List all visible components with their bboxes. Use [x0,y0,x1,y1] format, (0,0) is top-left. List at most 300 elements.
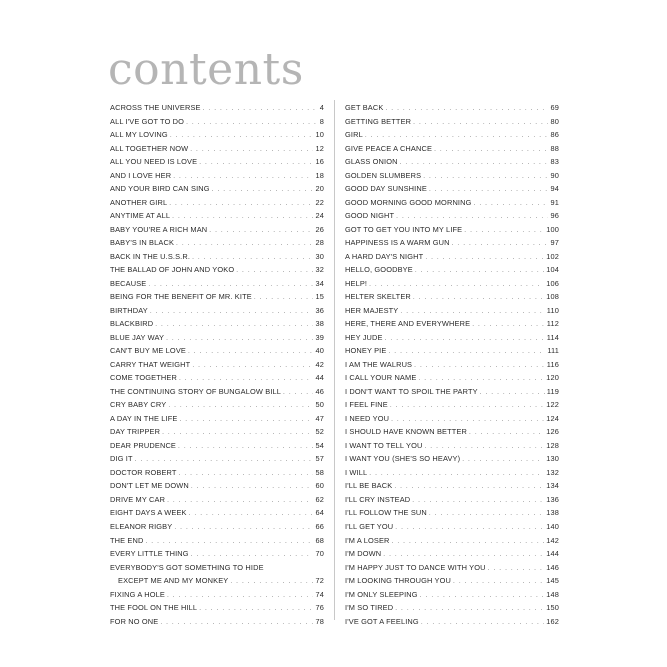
dot-leader [191,548,314,562]
entry-page-number: 110 [546,305,559,315]
contents-entry [110,290,324,304]
contents-entry [345,452,559,466]
contents-entry [110,304,324,318]
entry-title: ANOTHER GIRL [110,197,168,207]
entry-page-number: 42 [315,359,324,369]
entry-title: I WANT TO TELL YOU [345,440,423,450]
contents-entry [345,385,559,399]
entry-title: BIRTHDAY [110,305,148,315]
entry-title: I DON'T WANT TO SPOIL THE PARTY [345,386,478,396]
contents-entry [110,142,324,156]
dot-leader [421,616,544,630]
entry-page-number: 72 [315,576,324,586]
contents-entry [345,547,559,561]
contents-entry [110,182,324,196]
dot-leader [173,170,313,184]
entry-page-number: 116 [546,359,559,369]
entry-title: DRIVE MY CAR [110,494,166,504]
entry-page-number: 40 [315,346,324,356]
contents-entry [345,344,559,358]
entry-title: EVERYBODY'S GOT SOMETHING TO HIDE [110,562,264,572]
contents-entry [110,425,324,439]
entry-title: HELLO, GOODBYE [345,265,413,275]
entry-page-number: 136 [546,494,559,504]
contents-entry [110,601,324,615]
contents-entry [345,196,559,210]
entry-page-number: 83 [550,157,559,167]
dot-leader [189,507,314,521]
entry-page-number: 8 [319,116,324,126]
dot-leader [166,332,313,346]
dot-leader [385,102,548,116]
contents-entry [110,101,324,115]
dot-leader [176,237,313,251]
entry-title: CARRY THAT WEIGHT [110,359,191,369]
dot-leader [199,156,313,170]
entry-title: ELEANOR RIGBY [110,521,173,531]
entry-page-number: 119 [546,386,559,396]
entry-page-number: 38 [315,319,324,329]
contents-entry [345,412,559,426]
contents-entry [110,466,324,480]
contents-entry [110,371,324,385]
entry-page-number: 12 [315,143,324,153]
dot-leader [167,589,314,603]
entry-title: CRY BABY CRY [110,400,167,410]
contents-entry [345,439,559,453]
dot-leader [395,602,544,616]
entry-page-number: 91 [550,197,559,207]
dot-leader [160,616,313,630]
contents-left-column [110,101,324,628]
entry-page-number: 30 [315,251,324,261]
entry-page-number: 18 [315,170,324,180]
contents-entry [345,223,559,237]
entry-title: I FEEL FINE [345,400,388,410]
contents-entry [110,412,324,426]
entry-page-number: 88 [550,143,559,153]
entry-page-number: 150 [546,603,559,613]
contents-entry [110,479,324,493]
dot-leader [488,562,545,576]
entry-page-number: 34 [315,278,324,288]
dot-leader [192,251,313,265]
contents-entry [110,520,324,534]
entry-title: I WANT YOU (SHE'S SO HEAVY) [345,454,461,464]
contents-entry [110,128,324,142]
entry-page-number: 10 [315,130,324,140]
dot-leader [429,183,549,197]
entry-page-number: 64 [315,508,324,518]
dot-leader [425,251,544,265]
entry-title: ALL YOU NEED IS LOVE [110,157,198,167]
entry-page-number: 111 [547,346,559,356]
entry-title: I'LL BE BACK [345,481,393,491]
entry-page-number: 80 [550,116,559,126]
contents-entry [110,439,324,453]
entry-title: I'M ONLY SLEEPING [345,589,418,599]
dot-leader [396,210,548,224]
dot-leader [212,183,314,197]
dot-leader [474,197,549,211]
dot-leader [369,467,544,481]
entry-page-number: 104 [546,265,559,275]
entry-page-number: 76 [315,603,324,613]
entry-title: I WILL [345,467,368,477]
entry-page-number: 96 [550,211,559,221]
entry-title: BLUE JAY WAY [110,332,165,342]
dot-leader [191,480,314,494]
dot-leader [254,291,314,305]
entry-page-number: 134 [546,481,559,491]
contents-entry [345,493,559,507]
entry-title: GOOD MORNING GOOD MORNING [345,197,472,207]
entry-page-number: 39 [315,332,324,342]
entry-page-number: 126 [546,427,559,437]
entry-title: HER MAJESTY [345,305,399,315]
contents-entry [110,155,324,169]
contents-entry [110,398,324,412]
entry-page-number: 74 [315,589,324,599]
contents-entry [345,371,559,385]
dot-leader [179,372,314,386]
dot-leader [462,453,544,467]
contents-entry [345,588,559,602]
entry-title: GIRL [345,130,363,140]
contents-entry [345,317,559,331]
entry-title: BACK IN THE U.S.S.R. [110,251,191,261]
contents-entry [110,277,324,291]
entry-page-number: 22 [315,197,324,207]
entry-page-number: 58 [315,467,324,477]
contents-entry [345,290,559,304]
contents-entry [345,561,559,575]
contents-entry [345,479,559,493]
dot-leader [434,143,548,157]
contents-entry [110,385,324,399]
entry-page-number: 140 [546,521,559,531]
dot-leader [135,453,314,467]
entry-page-number: 15 [315,292,324,302]
entry-page-number: 94 [550,184,559,194]
dot-leader [162,426,313,440]
dot-leader [146,535,314,549]
entry-page-number: 16 [315,157,324,167]
dot-leader [383,548,544,562]
contents-entry [110,506,324,520]
contents-entry [110,317,324,331]
entry-page-number: 132 [546,467,559,477]
entry-title: GETTING BETTER [345,116,412,126]
entry-page-number: 60 [315,481,324,491]
contents-entry [345,520,559,534]
entry-page-number: 142 [546,535,559,545]
entry-title: GOOD NIGHT [345,211,395,221]
contents-entry [110,534,324,548]
contents-entry [345,425,559,439]
contents-entry [110,223,324,237]
contents-right-column [345,101,559,628]
entry-page-number: 24 [315,211,324,221]
contents-entry [345,128,559,142]
entry-page-number: 47 [315,413,324,423]
contents-entry [345,506,559,520]
contents-entry [345,615,559,629]
dot-leader [395,521,544,535]
dot-leader [423,170,548,184]
entry-title: THE END [110,535,144,545]
entry-title: I AM THE WALRUS [345,359,413,369]
entry-page-number: 97 [550,238,559,248]
entry-title: DON'T LET ME DOWN [110,481,189,491]
dot-leader [452,237,549,251]
entry-title: CAN'T BUY ME LOVE [110,346,186,356]
dot-leader [155,318,313,332]
entry-title: FIXING A HOLE [110,589,165,599]
entry-page-number: 102 [546,251,559,261]
entry-title: GOLDEN SLUMBERS [345,170,422,180]
entry-title: BLACKBIRD [110,319,154,329]
entry-page-number: 46 [315,386,324,396]
entry-title: I CALL YOUR NAME [345,373,417,383]
dot-leader [412,494,544,508]
entry-page-number: 144 [546,549,559,559]
entry-title: HELP! [345,278,368,288]
contents-entry [110,615,324,629]
contents-entry [110,452,324,466]
entry-page-number: 138 [546,508,559,518]
dot-leader [400,305,544,319]
entry-title: I'M A LOSER [345,535,390,545]
contents-entry [110,588,324,602]
contents-entry [110,236,324,250]
dot-leader [453,575,544,589]
contents-entry [110,331,324,345]
contents-entry [345,236,559,250]
entry-title: BABY YOU'RE A RICH MAN [110,224,208,234]
contents-entry [110,561,324,575]
entry-page-number: 78 [315,616,324,626]
entry-page-number: 32 [315,265,324,275]
entry-title: GOT TO GET YOU INTO MY LIFE [345,224,463,234]
entry-title: I'LL CRY INSTEAD [345,494,411,504]
entry-page-number: 36 [315,305,324,315]
entry-title: THE FOOL ON THE HILL [110,603,198,613]
entry-page-number: 162 [546,616,559,626]
contents-entry [345,101,559,115]
contents-entry [345,250,559,264]
contents-entry [345,155,559,169]
entry-title: BABY'S IN BLACK [110,238,175,248]
entry-title: I'LL GET YOU [345,521,394,531]
entry-page-number: 68 [315,535,324,545]
contents-entry [345,304,559,318]
entry-title: DAY TRIPPER [110,427,161,437]
entry-title: GOOD DAY SUNSHINE [345,184,427,194]
entry-title: GET BACK [345,103,384,112]
dot-leader [178,440,313,454]
contents-entry [345,209,559,223]
entry-page-number: 44 [315,373,324,383]
contents-entry [345,115,559,129]
dot-leader [413,291,544,305]
dot-leader [472,318,545,332]
contents-entry [345,398,559,412]
dot-leader [388,345,545,359]
entry-page-number: 52 [315,427,324,437]
entry-page-number: 26 [315,224,324,234]
dot-leader [394,480,544,494]
entry-page-number: 50 [315,400,324,410]
contents-entry [345,534,559,548]
entry-title: THE BALLAD OF JOHN AND YOKO [110,265,235,275]
dot-leader [464,224,544,238]
entry-page-number: 70 [315,549,324,559]
entry-title: BEING FOR THE BENEFIT OF MR. KITE [110,292,252,302]
entry-title: THE CONTINUING STORY OF BUNGALOW BILL [110,386,282,396]
entry-title: ANYTIME AT ALL [110,211,171,221]
entry-page-number: 112 [546,319,559,329]
contents-entry [110,358,324,372]
dot-leader [392,535,545,549]
dot-leader [188,345,313,359]
dot-leader [170,129,314,143]
contents-entry [110,493,324,507]
entry-title: HONEY PIE [345,346,387,356]
entry-page-number: 114 [546,332,559,342]
entry-page-number: 108 [546,292,559,302]
dot-leader [413,116,548,130]
entry-title: HAPPINESS IS A WARM GUN [345,238,450,248]
entry-title: DOCTOR ROBERT [110,467,177,477]
dot-leader [400,156,549,170]
dot-leader [415,264,544,278]
entry-title: I'M SO TIRED [345,603,394,613]
entry-title: HELTER SKELTER [345,292,411,302]
entry-title: A DAY IN THE LIFE [110,413,178,423]
dot-leader [209,224,313,238]
dot-leader [168,399,313,413]
entry-page-number: 54 [315,440,324,450]
contents-entry [110,209,324,223]
entry-page-number: 148 [546,589,559,599]
contents-entry [110,574,324,588]
contents-entry [110,250,324,264]
entry-title: I'M DOWN [345,549,382,559]
entry-page-number: 100 [546,224,559,234]
contents-entry [345,331,559,345]
entry-title: EXCEPT ME AND MY MONKEY [118,576,229,586]
entry-title: COME TOGETHER [110,373,177,383]
entry-title: A HARD DAY'S NIGHT [345,251,424,261]
dot-leader [174,521,313,535]
entry-title: I'VE GOT A FEELING [345,616,419,626]
page-title: contents [108,44,304,95]
entry-title: ACROSS THE UNIVERSE [110,103,201,112]
dot-leader [169,197,313,211]
dot-leader [179,467,314,481]
entry-page-number: 4 [319,103,324,112]
dot-leader [429,507,544,521]
entry-page-number: 146 [546,562,559,572]
contents-entry [110,196,324,210]
dot-leader [167,494,313,508]
entry-title: HERE, THERE AND EVERYWHERE [345,319,471,329]
entry-title: I'M HAPPY JUST TO DANCE WITH YOU [345,562,486,572]
entry-title: DEAR PRUDENCE [110,440,177,450]
entry-page-number: 62 [315,494,324,504]
entry-title: AND I LOVE HER [110,170,172,180]
contents-entry [345,466,559,480]
dot-leader [186,116,318,130]
dot-leader [172,210,313,224]
entry-page-number: 28 [315,238,324,248]
entry-title: HEY JUDE [345,332,383,342]
dot-leader [480,386,545,400]
entry-title: I SHOULD HAVE KNOWN BETTER [345,427,468,437]
entry-title: GLASS ONION [345,157,398,167]
entry-title: BECAUSE [110,278,147,288]
contents-entry [345,169,559,183]
dot-leader [150,305,314,319]
dot-leader [390,399,544,413]
dot-leader [469,426,544,440]
entry-page-number: 20 [315,184,324,194]
dot-leader [192,359,313,373]
dot-leader [369,278,544,292]
dot-leader [418,372,544,386]
contents-entry [345,574,559,588]
entry-title: AND YOUR BIRD CAN SING [110,184,210,194]
contents-entry [345,182,559,196]
entry-page-number: 124 [546,413,559,423]
entry-page-number: 69 [550,103,559,112]
entry-title: DIG IT [110,454,133,464]
entry-title: EVERY LITTLE THING [110,549,189,559]
entry-page-number: 66 [315,521,324,531]
entry-page-number: 90 [550,170,559,180]
dot-leader [179,413,313,427]
entry-title: FOR NO ONE [110,616,159,626]
contents-entry [345,263,559,277]
entry-page-number: 120 [546,373,559,383]
entry-title: GIVE PEACE A CHANCE [345,143,433,153]
dot-leader [391,413,544,427]
entry-title: I'M LOOKING THROUGH YOU [345,576,452,586]
contents-entry [110,547,324,561]
contents-entry [345,142,559,156]
entry-page-number: 130 [546,454,559,464]
contents-entry [110,169,324,183]
dot-leader [203,102,318,116]
contents-entry [345,277,559,291]
dot-leader [199,602,313,616]
contents-entry [110,115,324,129]
entry-title: EIGHT DAYS A WEEK [110,508,187,518]
dot-leader [283,386,313,400]
contents-entry [345,358,559,372]
dot-leader [420,589,545,603]
dot-leader [365,129,549,143]
contents-entry [345,601,559,615]
entry-page-number: 122 [546,400,559,410]
dot-leader [424,440,544,454]
dot-leader [414,359,545,373]
entry-title: ALL MY LOVING [110,130,168,140]
entry-page-number: 106 [546,278,559,288]
dot-leader [148,278,313,292]
entry-page-number: 86 [550,130,559,140]
